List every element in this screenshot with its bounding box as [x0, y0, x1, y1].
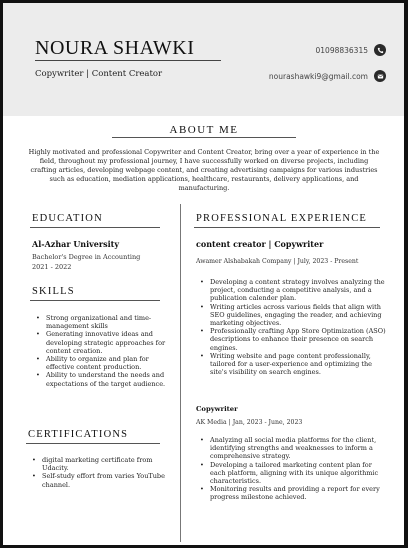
experience-heading: PROFESSIONAL EXPERIENCE	[196, 213, 368, 224]
column-divider	[180, 204, 181, 542]
candidate-name: NOURA SHAWKI	[35, 37, 195, 59]
certification-item: • Self-study effort from varies YouTube channel.	[30, 472, 170, 488]
about-heading-rule	[112, 137, 296, 138]
phone-icon	[374, 44, 386, 56]
job-bullet: • Monitoring results and providing a report for every progress milestone achieved.	[198, 485, 386, 501]
education-years: 2021 - 2022	[32, 263, 72, 271]
job-bullet: • Developing a tailored marketing content plan for each platform, aligning with its unique algorithmic characteristics.	[198, 461, 386, 486]
email-contact	[269, 70, 386, 82]
certifications-heading: CERTIFICATIONS	[28, 429, 129, 440]
job-title-1: content creator | Copywriter	[196, 239, 324, 249]
name-underline	[35, 60, 221, 61]
education-degree: Bachelor's Degree in Accounting	[32, 253, 141, 261]
job-title-2: Copywriter	[196, 405, 238, 413]
skills-heading: SKILLS	[32, 286, 75, 297]
job-bullet: • Analyzing all social media platforms for the client, identifying strengths and weaknesses to inform a comprehensive strategy.	[198, 436, 386, 461]
skill-item: • Generating innovative ideas and developing strategic approaches for content creation.	[34, 330, 174, 355]
education-school: Al-Azhar University	[32, 239, 119, 249]
phone-number: 01098836315	[315, 45, 368, 55]
education-heading-rule	[30, 227, 160, 228]
envelope-icon	[374, 70, 386, 82]
experience-heading-rule	[194, 227, 380, 228]
job-bullet: • Professionally crafting App Store Optimization (ASO) descriptions to enhance their presence on search engines.	[198, 327, 386, 352]
certifications-heading-rule	[26, 443, 160, 444]
skills-list	[34, 314, 174, 388]
job-1-bullets	[198, 278, 386, 376]
skill-item: • Ability to understand the needs and expectations of the target audience.	[34, 371, 174, 387]
skill-item: • Strong organizational and time-management skills	[34, 314, 174, 330]
job-title: Copywriter | Content Creator	[35, 69, 163, 79]
job-bullet: • Writing articles across various fields that align with SEO guidelines, engaging the reader, and achieving marketing objectives.	[198, 303, 386, 328]
job-meta-2: AK Media | Jan, 2023 - June, 2023	[196, 419, 303, 426]
phone-contact	[316, 44, 387, 56]
education-heading: EDUCATION	[32, 213, 103, 224]
about-paragraph: Highly motivated and professional Copywriter and Content Creator, bring over a year of experience in the field, throughout my professional journey, I have successfully worked on diverse projects, including crafting articles, developing webpage content, and creating advertising campaigns for various industries such as education, mediation applications, healthcare, restaurants, delivery applications, and manufacturing.	[28, 148, 380, 192]
skill-item: • Ability to organize and plan for effective content production.	[34, 355, 174, 371]
email-address: nourashawki9@gmail.com	[268, 71, 368, 81]
job-bullet: • Writing website and page content professionally, tailored for a user-experience and optimizing the site's visibility on search engines.	[198, 352, 386, 377]
job-2-bullets	[198, 436, 386, 502]
certifications-list	[30, 456, 170, 489]
about-heading: ABOUT ME	[169, 124, 239, 136]
job-meta-1: Awamer Alshabakah Company | July, 2023 - Present	[196, 258, 359, 265]
resume-header	[3, 3, 404, 116]
skills-heading-rule	[30, 300, 160, 301]
job-bullet: • Developing a content strategy involves analyzing the project, conducting a competitive analysis, and a publication calender plan.	[198, 278, 386, 303]
certification-item: • digital marketing certificate from Udacity.	[30, 456, 170, 472]
